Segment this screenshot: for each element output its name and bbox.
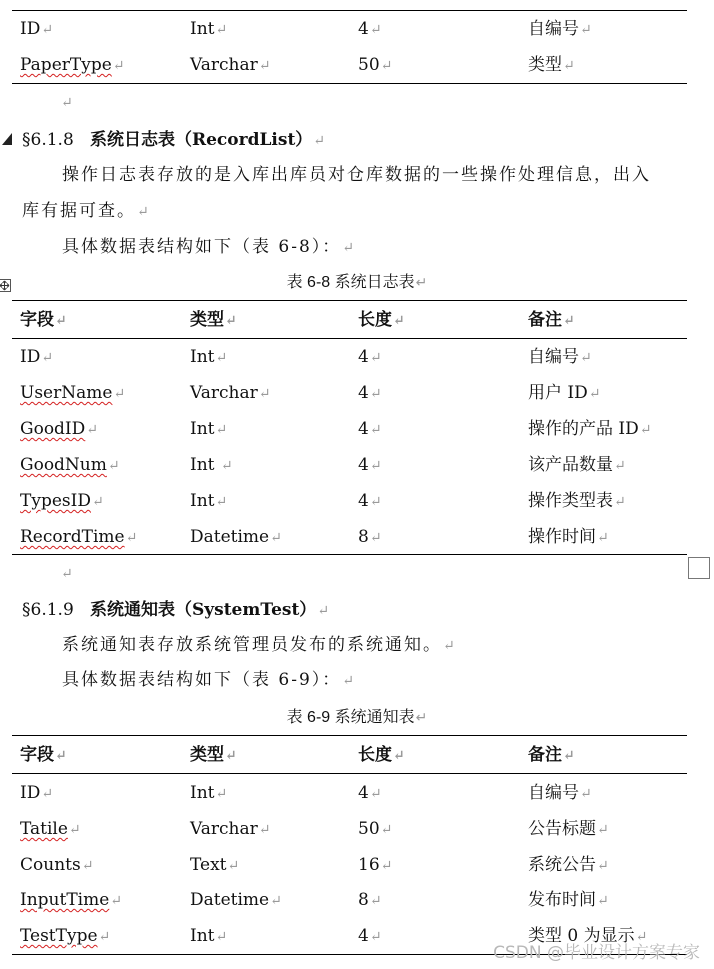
paragraph-mark-icon: ↵: [369, 22, 382, 38]
cell-type: Int: [190, 19, 215, 39]
paragraph-mark-icon: ↵: [225, 313, 237, 329]
table-cell: [528, 47, 575, 84]
paragraph-mark-icon: ↵: [258, 386, 271, 402]
table-row: [0, 447, 714, 483]
table-cell: [358, 882, 382, 919]
section-heading-6-1-8: [22, 127, 325, 154]
table-cell: [190, 811, 270, 848]
table-cell: [20, 847, 93, 884]
empty-paragraph: [60, 563, 73, 583]
cell-type: Int: [190, 347, 215, 367]
paragraph-mark-icon: ↵: [225, 748, 237, 764]
cell-type: Datetime: [190, 890, 270, 910]
cell-field: ID: [20, 347, 41, 367]
cell-length: 8: [358, 527, 369, 547]
cell-type: Int: [190, 455, 220, 475]
paragraph-mark-icon: ↵: [588, 386, 601, 402]
paragraph-mark-icon: ↵: [393, 313, 405, 329]
table-row: [0, 811, 714, 847]
paragraph-description: 操作日志表存放的是入库出库员对仓库数据的一些操作处理信息，出入: [62, 165, 651, 185]
paragraph-mark-icon: ↵: [317, 603, 330, 619]
table-header-rule: [12, 773, 687, 774]
cell-note: 自编号: [528, 19, 579, 39]
table-cell: [190, 411, 227, 448]
paragraph-structure-intro: 具体数据表结构如下（表 6-8）：↵: [62, 237, 357, 257]
table-cell: [190, 737, 237, 774]
table-cell: [20, 411, 98, 448]
table-bottom-rule: [12, 554, 687, 555]
table-cell: [20, 811, 81, 848]
table-cell: [528, 11, 592, 48]
watermark: CSDN @毕业设计方案专家: [493, 943, 700, 963]
cell-type: Text: [190, 855, 227, 875]
paragraph-mark-icon: ↵: [597, 822, 609, 838]
section-heading-6-1-9: [22, 597, 329, 624]
cell-note: 操作的产品 ID: [528, 419, 639, 439]
cell-length: 4: [358, 383, 369, 403]
table-cell: [190, 882, 282, 919]
cell-length: 16: [358, 855, 380, 875]
table-cell: [190, 775, 227, 812]
table-cell: [358, 918, 382, 955]
cell-length: 4: [358, 491, 369, 511]
header-note: 备注: [528, 745, 562, 765]
table-cell: [190, 375, 270, 412]
paragraph-mark-icon: ↵: [369, 786, 382, 802]
cell-length: 4: [358, 19, 369, 39]
table-cell: [190, 11, 227, 48]
table-resize-handle[interactable]: [688, 557, 710, 579]
section-title: 系统通知表（SystemTest）: [89, 600, 317, 620]
table-cell: [190, 519, 282, 556]
cell-length: 4: [358, 455, 369, 475]
paragraph-mark-icon: ↵: [41, 786, 54, 802]
table-cell: [20, 737, 67, 774]
cell-type: Int: [190, 926, 215, 946]
paragraph-mark-icon: ↵: [98, 929, 111, 945]
table-cell: [528, 775, 592, 812]
table-cell: [20, 483, 104, 520]
cell-field: RecordTime: [20, 527, 125, 547]
cell-type: Varchar: [190, 383, 258, 403]
paragraph-mark-icon: ↵: [258, 58, 271, 74]
header-note: 备注: [528, 310, 562, 330]
table-row: [0, 411, 714, 447]
table-header-row: [0, 737, 714, 773]
paragraph-mark-icon: ↵: [86, 422, 99, 438]
paragraph-mark-icon: ↵: [215, 929, 228, 945]
paragraph-mark-icon: ↵: [614, 494, 626, 510]
paragraph-mark-icon: ↵: [112, 58, 125, 74]
empty-paragraph: [60, 92, 73, 112]
cell-field: PaperType: [20, 55, 112, 75]
table-bottom-rule: [12, 83, 687, 84]
table-top-rule: [12, 300, 687, 301]
paragraph-mark-icon: ↵: [380, 858, 393, 874]
paragraph-mark-icon: ↵: [313, 133, 326, 149]
table-cell: [20, 775, 53, 812]
table-row: [0, 775, 714, 811]
table-cell: [20, 447, 120, 484]
paragraph-mark-icon: ↵: [580, 350, 592, 366]
table-cell: [358, 811, 392, 848]
cell-type: Int: [190, 419, 215, 439]
table-cell: [528, 447, 626, 484]
header-length: 长度: [358, 310, 392, 330]
table-cell: [358, 847, 392, 884]
paragraph-mark-icon: ↵: [369, 530, 382, 546]
cell-note: 公告标题: [528, 819, 596, 839]
cell-note: 类型 0 为显示: [528, 926, 635, 946]
paragraph-mark-icon: ↵: [215, 22, 228, 38]
table-row: [0, 847, 714, 883]
cell-length: 4: [358, 347, 369, 367]
paragraph-mark-icon: ↵: [113, 386, 126, 402]
cell-field: ID: [20, 19, 41, 39]
table-cell: [528, 847, 609, 884]
paragraph-mark-icon: ↵: [61, 566, 73, 582]
paragraph-mark-icon: ↵: [597, 858, 609, 874]
cell-type: Datetime: [190, 527, 270, 547]
paragraph-mark-icon: ↵: [369, 458, 382, 474]
table-row: [0, 11, 714, 47]
table-row: [0, 483, 714, 519]
table-cell: [358, 375, 382, 412]
paragraph-mark-icon: ↵: [614, 458, 626, 474]
paragraph-mark-icon: ↵: [55, 748, 67, 764]
table-cell: [358, 737, 405, 774]
paragraph-mark-icon: ↵: [580, 22, 592, 38]
table-row: [0, 47, 714, 83]
cell-length: 4: [358, 926, 369, 946]
paragraph-mark-icon: ↵: [215, 786, 228, 802]
table-cell: [528, 811, 609, 848]
table-cell: [190, 847, 239, 884]
paragraph-mark-icon: ↵: [369, 350, 382, 366]
cell-field: TestType: [20, 926, 98, 946]
table-cell: [528, 483, 626, 520]
cell-note: 类型: [528, 55, 562, 75]
table-cell: [358, 339, 382, 376]
paragraph-mark-icon: ↵: [369, 494, 382, 510]
paragraph-mark-icon: ↵: [369, 422, 382, 438]
table-cell: [528, 302, 575, 339]
cell-note: 操作时间: [528, 527, 596, 547]
paragraph-mark-icon: ↵: [580, 786, 592, 802]
paragraph-mark-icon: ↵: [597, 530, 609, 546]
table-cell: [20, 11, 53, 48]
paragraph-mark-icon: ↵: [61, 95, 73, 111]
paragraph-mark-icon: ↵: [563, 748, 575, 764]
paragraph-mark-icon: ↵: [220, 458, 233, 474]
table-cell: [20, 375, 125, 412]
cell-type: Int: [190, 783, 215, 803]
paragraph-mark-icon: ↵: [380, 822, 393, 838]
header-field: 字段: [20, 310, 54, 330]
cell-note: 该产品数量: [528, 455, 613, 475]
paragraph-mark-icon: ↵: [369, 893, 382, 909]
paragraph-mark-icon: ↵: [415, 709, 428, 725]
cell-note: 用户 ID: [528, 383, 588, 403]
table-cell: [528, 882, 609, 919]
cell-field: GoodID: [20, 419, 86, 439]
cell-type: Varchar: [190, 55, 258, 75]
table-cell: [190, 483, 227, 520]
paragraph-mark-icon: ↵: [55, 313, 67, 329]
cell-note: 系统公告: [528, 855, 596, 875]
table-cell: [190, 918, 227, 955]
table-cell: [20, 519, 137, 556]
paragraph-mark-icon: ↵: [215, 422, 228, 438]
paragraph-mark-icon: ↵: [342, 240, 357, 256]
table-cell: [358, 775, 382, 812]
cell-length: 50: [358, 55, 380, 75]
cell-field: Counts: [20, 855, 81, 875]
paragraph-mark-icon: ↵: [137, 204, 151, 220]
table-cell: [358, 519, 382, 556]
paragraph-mark-icon: ↵: [258, 822, 271, 838]
cell-note: 自编号: [528, 783, 579, 803]
table-cell: [528, 339, 592, 376]
table-cell: [358, 47, 392, 84]
cell-field: Tatile: [20, 819, 68, 839]
table-cell: [190, 339, 227, 376]
cell-field: ID: [20, 783, 41, 803]
paragraph-mark-icon: ↵: [635, 929, 648, 945]
paragraph-mark-icon: ↵: [639, 422, 652, 438]
table-cell: [190, 47, 270, 84]
paragraph-mark-icon: ↵: [393, 748, 405, 764]
paragraph-description: 系统通知表存放系统管理员发布的系统通知。↵: [62, 635, 457, 655]
collapse-triangle-icon[interactable]: [2, 133, 12, 145]
table-row: [0, 519, 714, 555]
cell-length: 50: [358, 819, 380, 839]
section-number: §6.1.8: [22, 130, 74, 150]
cell-field: TypesID: [20, 491, 91, 511]
header-type: 类型: [190, 310, 224, 330]
table-cell: [20, 339, 53, 376]
table-cell: [358, 302, 405, 339]
paragraph-mark-icon: ↵: [81, 858, 94, 874]
paragraph-mark-icon: ↵: [443, 638, 457, 654]
header-length: 长度: [358, 745, 392, 765]
header-field: 字段: [20, 745, 54, 765]
table-cell: [528, 411, 651, 448]
paragraph-description-cont: 库有据可查。↵: [22, 201, 151, 221]
cell-note: 自编号: [528, 347, 579, 367]
paragraph-mark-icon: ↵: [107, 458, 120, 474]
paragraph-mark-icon: ↵: [342, 673, 357, 689]
paragraph-mark-icon: ↵: [215, 494, 228, 510]
table-cell: [358, 483, 382, 520]
paragraph-mark-icon: ↵: [68, 822, 81, 838]
cell-length: 4: [358, 419, 369, 439]
paragraph-mark-icon: ↵: [91, 494, 104, 510]
paragraph-mark-icon: ↵: [270, 530, 282, 546]
paragraph-mark-icon: ↵: [415, 274, 428, 290]
table-cell: [20, 918, 110, 955]
cell-field: GoodNum: [20, 455, 107, 475]
paragraph-mark-icon: ↵: [369, 929, 382, 945]
table-caption-6-8: 表 6-8 系统日志表↵: [286, 274, 428, 291]
paragraph-mark-icon: ↵: [227, 858, 240, 874]
table-cell: [20, 302, 67, 339]
cell-length: 8: [358, 890, 369, 910]
table-cell: [190, 302, 237, 339]
table-cell: [20, 882, 122, 919]
paragraph-mark-icon: ↵: [369, 386, 382, 402]
cell-type: Varchar: [190, 819, 258, 839]
table-cell: [190, 447, 233, 484]
table-cell: [528, 737, 575, 774]
cell-field: UserName: [20, 383, 113, 403]
paragraph-mark-icon: ↵: [41, 350, 54, 366]
table-row: [0, 339, 714, 375]
paragraph-mark-icon: ↵: [563, 313, 575, 329]
table-row: [0, 375, 714, 411]
paragraph-mark-icon: ↵: [380, 58, 393, 74]
table-cell: [358, 447, 382, 484]
paragraph-structure-intro: 具体数据表结构如下（表 6-9）：↵: [62, 670, 357, 690]
table-caption-6-9: 表 6-9 系统通知表↵: [286, 709, 428, 726]
table-row: [0, 882, 714, 918]
table-cell: [528, 375, 600, 412]
paragraph-mark-icon: ↵: [270, 893, 282, 909]
paragraph-mark-icon: ↵: [110, 893, 123, 909]
paragraph-mark-icon: ↵: [597, 893, 609, 909]
paragraph-mark-icon: ↵: [125, 530, 138, 546]
header-type: 类型: [190, 745, 224, 765]
cell-field: InputTime: [20, 890, 110, 910]
paragraph-mark-icon: ↵: [41, 22, 54, 38]
paragraph-mark-icon: ↵: [563, 58, 575, 74]
section-title: 系统日志表（RecordList）: [89, 130, 313, 150]
section-number: §6.1.9: [22, 600, 74, 620]
table-top-rule: [12, 735, 687, 736]
table-cell: [20, 47, 125, 84]
cell-note: 发布时间: [528, 890, 596, 910]
cell-type: Int: [190, 491, 215, 511]
cell-length: 4: [358, 783, 369, 803]
table-cell: [528, 519, 609, 556]
table-header-row: [0, 302, 714, 338]
cell-note: 操作类型表: [528, 491, 613, 511]
paragraph-mark-icon: ↵: [215, 350, 228, 366]
table-cell: [358, 11, 382, 48]
table-cell: [358, 411, 382, 448]
